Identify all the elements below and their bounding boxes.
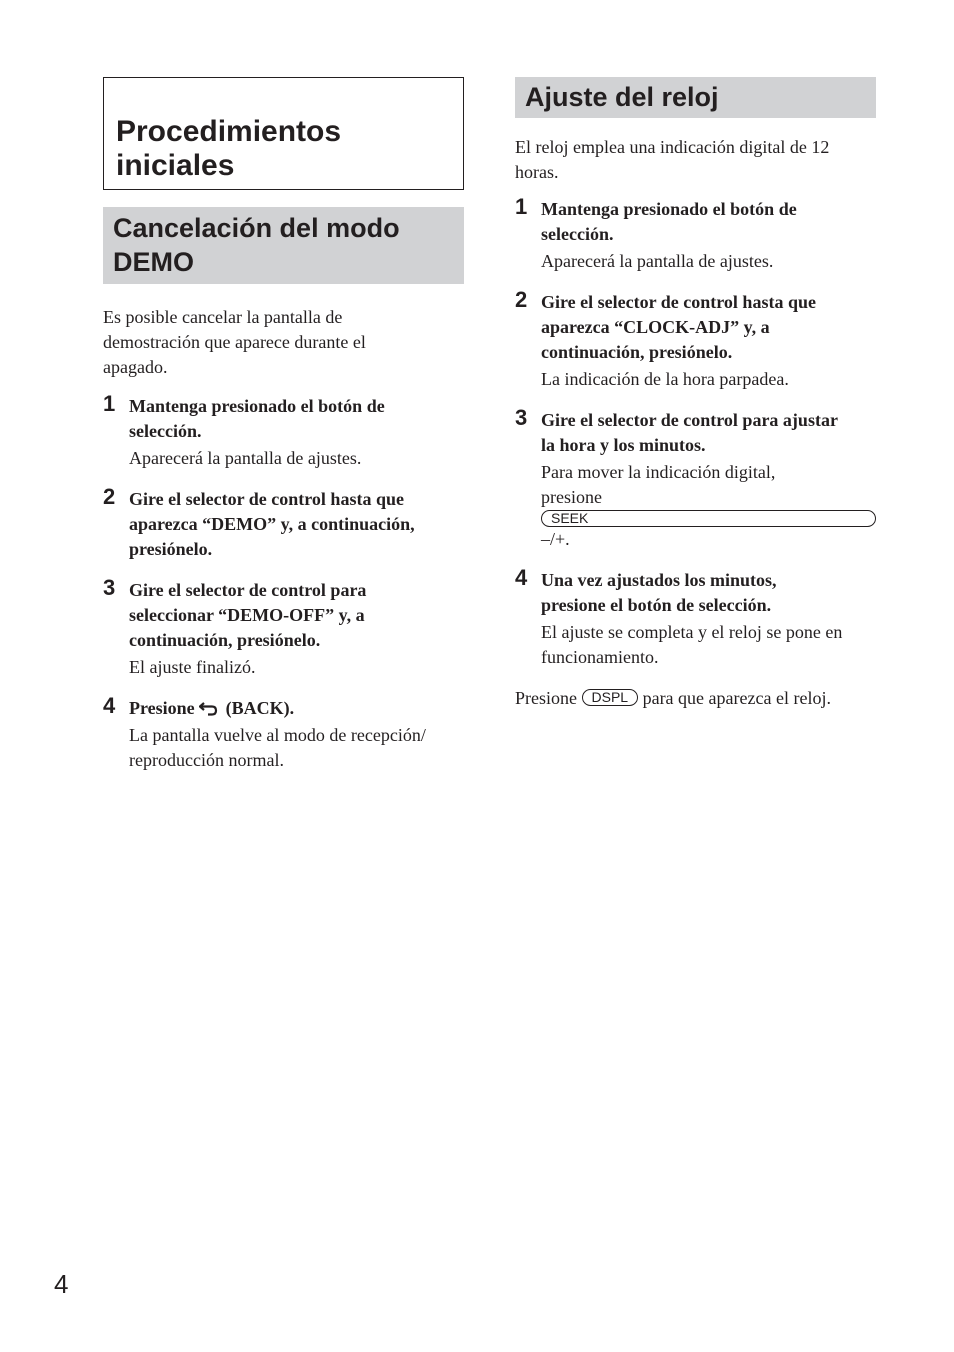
intro-clock: El reloj emplea una indicación digital de 12 horas. — [515, 137, 830, 182]
clock-step-4 — [515, 565, 876, 670]
step-instruction: Gire el selector de control hasta que aparezca “DEMO” y, a continuación, presiónelo. — [129, 489, 415, 559]
step-number: 4 — [515, 565, 528, 590]
step-number: 4 — [103, 693, 116, 718]
step-number: 2 — [515, 287, 528, 312]
step-result: El ajuste finalizó. — [129, 657, 256, 677]
step-result: Aparecerá la pantalla de ajustes. — [541, 251, 774, 271]
step-number: 2 — [103, 484, 116, 509]
step-result: Aparecerá la pantalla de ajustes. — [129, 448, 362, 468]
step-instruction: Mantenga presionado el botón de selección. — [541, 199, 797, 244]
step-instruction: Gire el selector de control para seleccionar “DEMO-OFF” y, a continuación, presiónelo. — [129, 580, 367, 650]
clock-step-3 — [515, 405, 876, 552]
intro-demo: Es posible cancelar la pantalla de demostración que aparece durante el apagado. — [103, 307, 366, 377]
demo-step-1 — [103, 391, 464, 471]
step-instruction: Gire el selector de control para ajustar la hora y los minutos. — [541, 410, 838, 455]
step-instruction: Una vez ajustados los minutos, presione el botón de selección. — [541, 570, 777, 615]
display-clock-note: Presione DSPL para que aparezca el reloj. — [515, 688, 831, 708]
back-arrow-icon — [199, 700, 221, 716]
section-title-clock: Ajuste del reloj — [515, 77, 876, 118]
step-instruction: Gire el selector de control hasta que aparezca “CLOCK-ADJ” y, a continuación, presiónelo. — [541, 292, 816, 362]
chapter-title: Procedimientos iniciales — [103, 77, 464, 190]
step-instruction: Mantenga presionado el botón de selección. — [129, 396, 385, 441]
step-result: Para mover la indicación digital, presione SEEK –/+. — [541, 460, 876, 552]
demo-step-4 — [103, 693, 464, 773]
section-title-demo: Cancelación del modo DEMO — [103, 207, 464, 284]
demo-step-2 — [103, 484, 464, 562]
seek-key-label: SEEK — [541, 510, 876, 527]
right-column — [515, 77, 876, 711]
dspl-key-label: DSPL — [582, 689, 639, 706]
step-number: 3 — [103, 575, 116, 600]
step-instruction: Presione (BACK). — [129, 698, 295, 718]
clock-step-1 — [515, 194, 876, 274]
step-number: 1 — [103, 391, 116, 416]
step-result: El ajuste se completa y el reloj se pone en funcionamiento. — [541, 622, 843, 667]
page-number: 4 — [54, 1269, 69, 1299]
step-number: 3 — [515, 405, 528, 430]
left-column — [103, 77, 464, 789]
demo-step-3 — [103, 575, 464, 680]
step-number: 1 — [515, 194, 528, 219]
clock-step-2 — [515, 287, 876, 392]
step-result: La pantalla vuelve al modo de recepción/ reproducción normal. — [129, 725, 426, 770]
step-result: La indicación de la hora parpadea. — [541, 369, 789, 389]
